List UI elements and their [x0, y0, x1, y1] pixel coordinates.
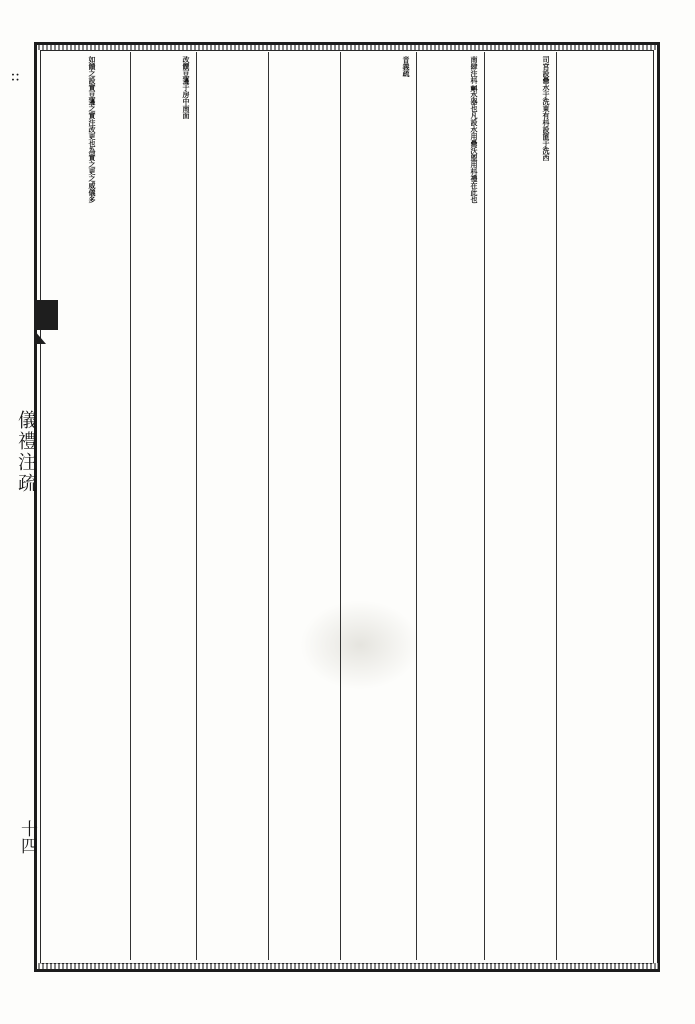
text-column-3: [488, 56, 556, 961]
text-column-8: [134, 56, 196, 961]
main-text-segment: 如饋之設實豆籩之實注改更也為實之更之威儀多: [88, 56, 97, 203]
text-column-10: [46, 56, 102, 961]
column-rule: [196, 52, 197, 960]
text-column-6: [272, 56, 340, 961]
text-column-5: [344, 56, 416, 961]
margin-top-mark: ::: [8, 72, 26, 83]
text-column-2: [560, 56, 594, 961]
text-column-9: [100, 56, 134, 961]
main-text-segment: 南肆注枓𣂏水器也凡設水用罍沃盥用枓禮在此也: [470, 56, 479, 203]
text-column-7: [200, 56, 268, 961]
text-column-1: [592, 56, 652, 961]
fishtail-notch: [34, 330, 46, 344]
column-rule: [556, 52, 557, 960]
column-rule: [484, 52, 485, 960]
column-rule: [416, 52, 417, 960]
column-rule: [268, 52, 269, 960]
main-text-segment: 改饌豆籩于房中南面: [182, 56, 191, 119]
column-rule: [340, 52, 341, 960]
text-column-4: [420, 56, 484, 961]
main-text-segment: 司宮設罍水于洗東有枓設篚于洗西: [542, 56, 551, 161]
page-number: 十四: [17, 820, 37, 854]
bottom-border-hatch: [38, 963, 658, 969]
book-title: 儀禮注疏: [15, 410, 37, 494]
main-text-segment: 音義: [402, 56, 411, 70]
main-text-segment: 疏: [402, 70, 411, 77]
